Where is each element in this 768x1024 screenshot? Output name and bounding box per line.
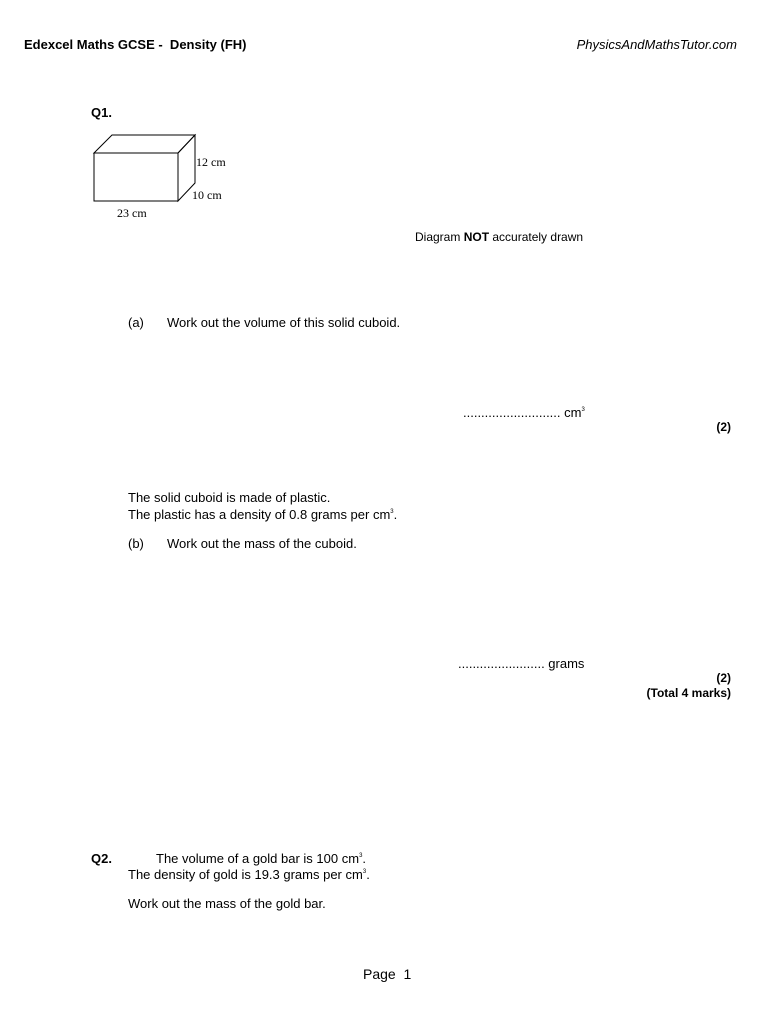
document-title: Edexcel Maths GCSE - Density (FH) (24, 37, 247, 52)
cuboid-length-label: 23 cm (117, 206, 147, 220)
part-a-answer-dots: ........................... (463, 405, 561, 420)
page-number: Page 1 (363, 966, 412, 982)
question-2-label: Q2. (91, 851, 112, 866)
part-a-marks: (2) (716, 420, 731, 434)
context-line-1: The solid cuboid is made of plastic. (128, 490, 331, 505)
context-line-2-superscript: 3 (390, 509, 394, 515)
question-2-line-2-superscript: 3 (362, 869, 367, 875)
question-2-line-1-end: . (362, 851, 367, 866)
diagram-note-prefix: Diagram (415, 230, 464, 244)
part-a-question: Work out the volume of this solid cuboid. (167, 315, 401, 330)
part-b-answer-line (458, 656, 584, 672)
cuboid-depth-label: 10 cm (192, 188, 222, 202)
part-a-label: (a) (128, 315, 144, 330)
part-b-marks: (2) (716, 671, 731, 685)
cuboid-height-label: 12 cm (196, 155, 226, 169)
diagram-note-suffix: accurately drawn (489, 230, 584, 244)
question-2-line-1-superscript: 3 (359, 853, 363, 859)
question-1-label: Q1. (91, 105, 112, 120)
context-line-2 (128, 507, 397, 523)
question-2-line-1 (156, 851, 366, 867)
part-b-label: (b) (128, 536, 144, 551)
part-b-answer-dots: ........................ (458, 656, 545, 671)
question-2-line-1-text: The volume of a gold bar is 100 cm (156, 851, 360, 866)
part-b-answer-unit: grams (544, 656, 585, 671)
part-a-answer-line (463, 405, 585, 421)
question-2-line-2 (128, 867, 370, 883)
context-line-2-end: . (393, 507, 398, 522)
question-2-instruction: Work out the mass of the gold bar. (128, 896, 326, 911)
question-2-line-2-text: The density of gold is 19.3 grams per cm (128, 867, 363, 882)
diagram-note-emphasis: NOT (463, 230, 490, 244)
question-1-total-marks: (Total 4 marks) (646, 686, 731, 700)
site-name: PhysicsAndMathsTutor.com (576, 37, 737, 52)
cuboid-front-face (94, 153, 178, 201)
cuboid-top-face (94, 135, 195, 153)
cuboid-diagram (90, 130, 240, 225)
context-line-2-text: The plastic has a density of 0.8 grams per cm (128, 507, 391, 522)
diagram-note (415, 229, 583, 245)
part-b-question: Work out the mass of the cuboid. (167, 536, 357, 551)
part-a-answer-unit: cm (560, 405, 582, 420)
part-a-answer-unit-superscript: 3 (581, 407, 585, 413)
question-2-line-2-end: . (366, 867, 370, 882)
